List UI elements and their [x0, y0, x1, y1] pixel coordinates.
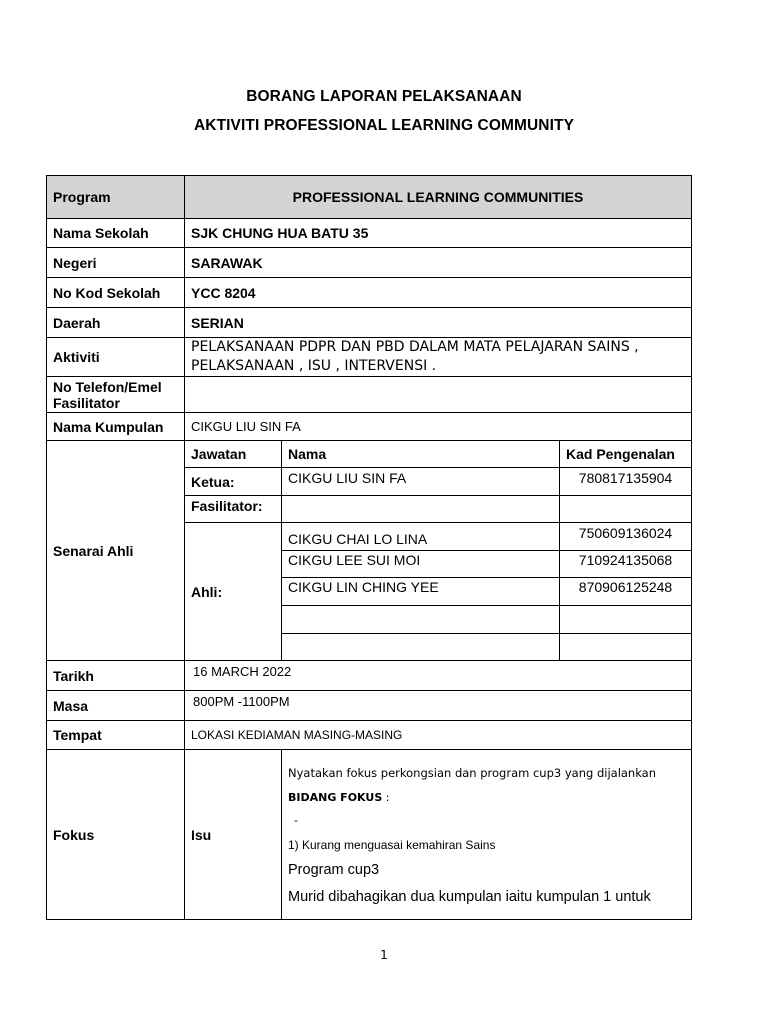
fasilitator-nama: [282, 496, 560, 523]
isu-label: Isu: [185, 750, 282, 920]
row-aktiviti: [47, 338, 692, 377]
form-title: BORANG LAPORAN PELAKSANAAN: [246, 88, 522, 105]
ahli-nama-3: CIKGU LIN CHING YEE: [282, 578, 560, 606]
row-daerah: [47, 308, 692, 338]
row-masa: [47, 691, 692, 721]
nama-kumpulan-value: CIKGU LIU SIN FA: [185, 413, 692, 441]
row-nama-kumpulan: [47, 413, 692, 441]
report-form-table: [46, 175, 692, 920]
fokus-line-5: Program cup3: [288, 862, 380, 878]
ahli-kad-2: 710924135068: [560, 551, 692, 578]
fokus-line-6: Murid dibahagikan dua kumpulan iaitu kumpulan 1 untuk: [288, 889, 651, 905]
ketua-nama: CIKGU LIU SIN FA: [282, 468, 560, 496]
fokus-line-2: [288, 791, 389, 804]
tarikh-value: 16 MARCH 2022: [185, 661, 692, 691]
fokus-line-3: -: [294, 814, 298, 827]
no-telefon-label-2: Fasilitator: [53, 394, 120, 411]
negeri-label: Negeri: [47, 248, 185, 278]
row-nama-sekolah: [47, 219, 692, 248]
row-tempat: [47, 721, 692, 750]
kod-sekolah-value: YCC 8204: [185, 278, 692, 308]
no-telefon-label-1: No Telefon/Emel: [53, 378, 162, 395]
senarai-ahli-label: Senarai Ahli: [47, 441, 185, 661]
ahli-kad-1: 750609136024: [560, 523, 692, 551]
row-fokus: [47, 750, 692, 920]
tarikh-label: Tarikh: [47, 661, 185, 691]
row-ahli-header: [47, 441, 692, 468]
row-tarikh: [47, 661, 692, 691]
aktiviti-line-1: PELAKSANAAN PDPR DAN PBD DALAM MATA PELAJARAN SAINS ,: [191, 339, 639, 355]
masa-value: 800PM -1100PM: [185, 691, 692, 721]
ahli-kad-5: [560, 634, 692, 661]
ahli-kad-4: [560, 606, 692, 634]
ketua-kad: 780817135904: [560, 468, 692, 496]
program-label: Program: [47, 176, 185, 219]
row-program: [47, 176, 692, 219]
ahli-nama-4: [282, 606, 560, 634]
no-telefon-label: [47, 377, 185, 413]
ahli-role: Ahli:: [185, 523, 282, 661]
ahli-kad-3: 870906125248: [560, 578, 692, 606]
nama-sekolah-value: SJK CHUNG HUA BATU 35: [185, 219, 692, 248]
header-kad: Kad Pengenalan: [560, 441, 692, 468]
bidang-fokus-colon: :: [382, 791, 390, 804]
bidang-fokus-label: BIDANG FOKUS: [288, 791, 383, 804]
no-telefon-value: [185, 377, 692, 413]
aktiviti-label: Aktiviti: [47, 338, 185, 377]
program-value: PROFESSIONAL LEARNING COMMUNITIES: [185, 176, 692, 219]
tempat-value: LOKASI KEDIAMAN MASING-MASING: [185, 721, 692, 750]
fokus-line-1: Nyatakan fokus perkongsian dan program cup3 yang dijalankan: [288, 766, 657, 780]
page-number: 1: [380, 948, 388, 962]
ketua-role: Ketua:: [185, 468, 282, 496]
daerah-value: SERIAN: [185, 308, 692, 338]
ahli-nama-2: CIKGU LEE SUI MOI: [282, 551, 560, 578]
row-no-telefon: [47, 377, 692, 413]
header-jawatan: Jawatan: [185, 441, 282, 468]
nama-kumpulan-label: Nama Kumpulan: [47, 413, 185, 441]
ahli-nama-1: CIKGU CHAI LO LINA: [282, 523, 560, 551]
form-subtitle: AKTIVITI PROFESSIONAL LEARNING COMMUNITY: [193, 117, 575, 134]
masa-label: Masa: [47, 691, 185, 721]
fasilitator-role: Fasilitator:: [185, 496, 282, 523]
nama-sekolah-label: Nama Sekolah: [47, 219, 185, 248]
kod-sekolah-label: No Kod Sekolah: [47, 278, 185, 308]
row-negeri: [47, 248, 692, 278]
aktiviti-value: [185, 338, 692, 377]
aktiviti-line-2: PELAKSANAAN , ISU , INTERVENSI .: [191, 358, 437, 374]
fokus-label: Fokus: [47, 750, 185, 920]
fasilitator-kad: [560, 496, 692, 523]
fokus-line-4: 1) Kurang menguasai kemahiran Sains: [288, 838, 496, 852]
tempat-label: Tempat: [47, 721, 185, 750]
ahli-nama-5: [282, 634, 560, 661]
row-kod-sekolah: [47, 278, 692, 308]
header-nama: Nama: [282, 441, 560, 468]
negeri-value: SARAWAK: [185, 248, 692, 278]
fokus-content: [282, 750, 692, 920]
daerah-label: Daerah: [47, 308, 185, 338]
